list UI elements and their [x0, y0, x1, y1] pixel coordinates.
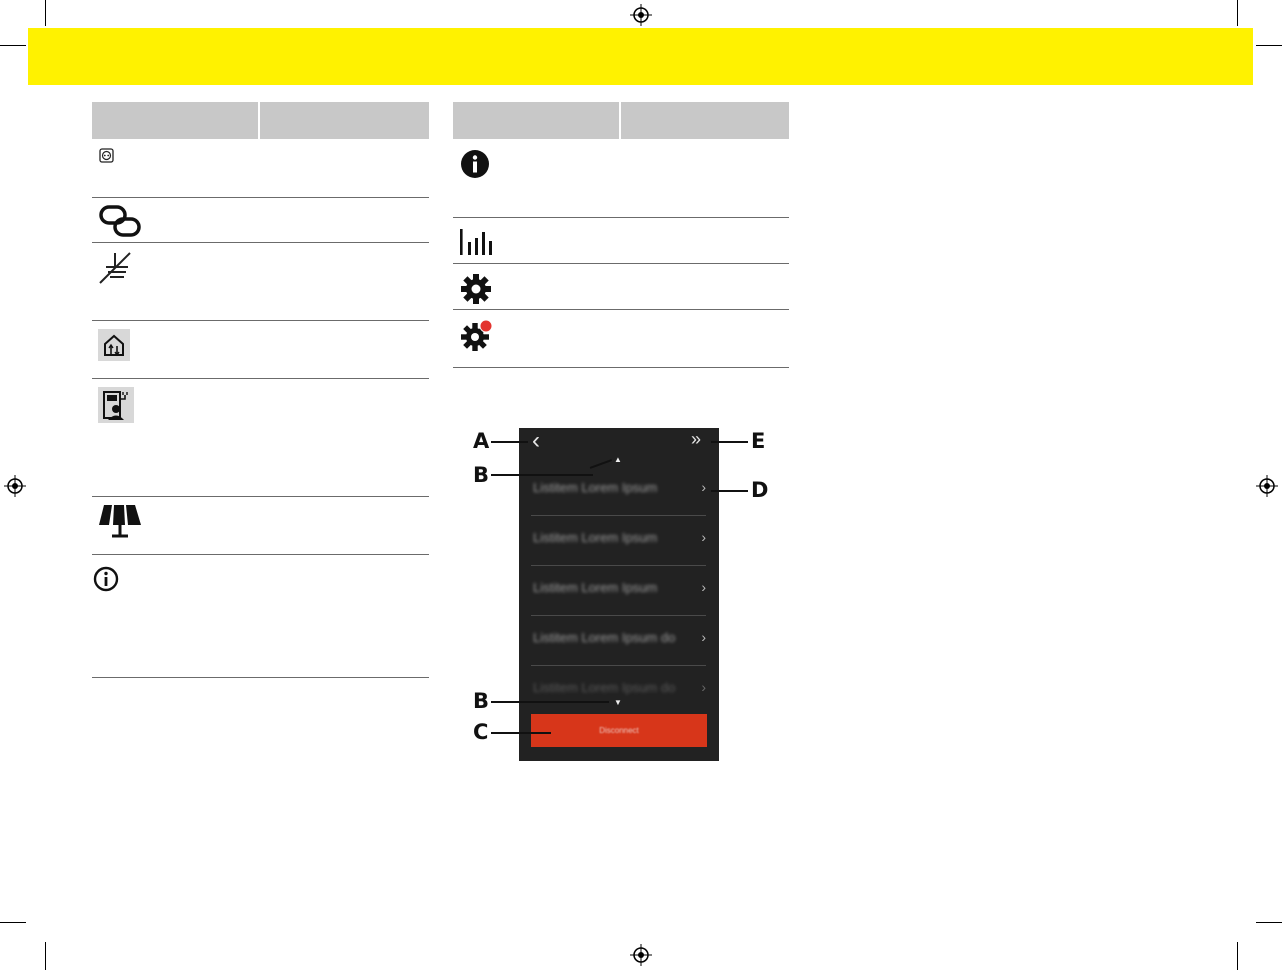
charging-station-icon — [98, 387, 134, 428]
callout-d: D — [751, 478, 769, 502]
crop-mark — [1237, 942, 1238, 970]
settings-icon — [460, 273, 492, 310]
callout-b-bottom: B — [473, 689, 490, 713]
table-row — [92, 497, 429, 555]
settings-notification-icon — [460, 319, 494, 358]
socket-icon — [98, 147, 116, 170]
chevron-right-icon: › — [701, 679, 706, 695]
list-item[interactable] — [531, 565, 706, 616]
callout-line — [491, 701, 609, 703]
scroll-up-icon[interactable]: ▲ — [614, 455, 622, 464]
table-header — [92, 102, 429, 139]
callout-line — [711, 490, 748, 492]
chevron-right-icon: › — [701, 529, 706, 545]
table-row — [92, 139, 429, 198]
grid-icon — [98, 249, 134, 290]
home-energy-icon — [98, 329, 130, 366]
header-cell — [453, 102, 621, 139]
callout-b-top: B — [473, 463, 490, 487]
right-icon-table — [453, 102, 789, 368]
list-item-label: Listitem Lorem Ipsum do — [533, 630, 676, 645]
header-cell — [92, 102, 260, 139]
chevron-right-icon: › — [701, 479, 706, 495]
statistics-icon — [459, 228, 493, 261]
table-row — [92, 321, 429, 379]
list-item-label: Listitem Lorem Ipsum — [533, 480, 658, 495]
crop-mark — [1237, 0, 1238, 26]
crop-mark — [1256, 922, 1282, 923]
scroll-down-icon[interactable]: ▼ — [614, 698, 622, 707]
disconnect-button[interactable] — [531, 714, 707, 747]
crop-mark — [45, 0, 46, 26]
list-item[interactable] — [531, 615, 706, 666]
header-cell — [621, 102, 789, 139]
registration-mark-icon — [630, 4, 652, 26]
registration-mark-icon — [630, 944, 652, 966]
left-icon-table — [92, 102, 429, 678]
callout-line — [711, 441, 748, 443]
list-item-label: Listitem Lorem Ipsum — [533, 580, 658, 595]
table-header — [453, 102, 789, 139]
disconnect-label: Disconnect — [599, 726, 639, 735]
callout-a: A — [473, 429, 490, 453]
table-row — [453, 139, 789, 218]
crop-mark — [1256, 45, 1282, 46]
solar-panel-icon — [98, 503, 142, 544]
list-item-label: Listitem Lorem Ipsum — [533, 530, 658, 545]
list-item[interactable] — [531, 465, 706, 516]
crop-mark — [0, 922, 26, 923]
chevron-right-icon: › — [701, 629, 706, 645]
list-item-label: Listitem Lorem Ipsum do — [533, 680, 676, 695]
info-filled-icon — [460, 149, 490, 184]
callout-line — [491, 732, 551, 734]
device-screen — [519, 428, 719, 761]
crop-mark — [0, 45, 26, 46]
list-item[interactable] — [531, 515, 706, 566]
table-row — [92, 555, 429, 678]
registration-mark-icon — [1256, 475, 1278, 497]
crop-mark — [45, 942, 46, 970]
chapter-band — [28, 28, 1253, 85]
table-row — [453, 264, 789, 310]
registration-mark-icon — [4, 475, 26, 497]
header-cell — [260, 102, 429, 139]
forward-icon[interactable]: » — [691, 429, 702, 449]
callout-line — [491, 474, 593, 476]
back-icon[interactable]: ‹ — [532, 428, 540, 454]
chevron-right-icon: › — [701, 579, 706, 595]
table-row — [92, 379, 429, 497]
callout-e: E — [751, 429, 766, 453]
table-row — [453, 310, 789, 368]
callout-c: C — [473, 720, 489, 744]
list-item[interactable] — [531, 665, 706, 715]
info-outline-icon — [93, 566, 119, 597]
connection-icon — [98, 204, 142, 243]
table-row — [453, 218, 789, 264]
table-row — [92, 198, 429, 243]
table-row — [92, 243, 429, 321]
callout-line — [491, 441, 528, 443]
